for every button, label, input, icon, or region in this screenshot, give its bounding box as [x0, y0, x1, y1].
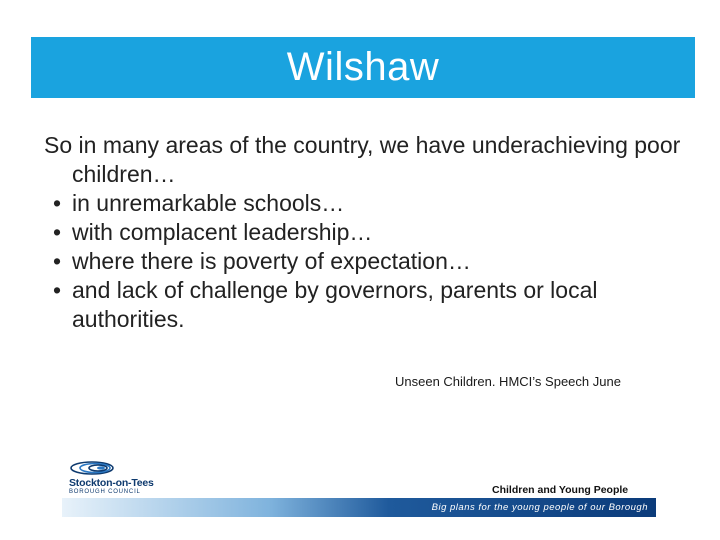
department-label: Children and Young People	[492, 484, 629, 496]
bullet-list	[44, 189, 684, 334]
bullet-item	[44, 276, 684, 334]
bullet-icon: •	[53, 219, 62, 245]
bullet-item	[44, 189, 684, 218]
logo-name: Stockton-on-Tees	[69, 477, 154, 489]
bullet-icon: •	[53, 190, 62, 216]
citation: Unseen Children. HMCI’s Speech June	[395, 374, 621, 389]
tagline-strip	[62, 498, 656, 517]
title-bar	[31, 37, 695, 98]
bullet-item	[44, 247, 684, 276]
slide-title: Wilshaw	[286, 45, 440, 89]
intro-text: So in many areas of the country, we have underachieving poor children…	[44, 132, 681, 187]
swoosh-logo-icon	[69, 460, 115, 476]
bullet-text: where there is poverty of expectation…	[72, 248, 471, 274]
slide-body	[44, 131, 684, 334]
bullet-text: in unremarkable schools…	[72, 190, 345, 216]
council-logo	[69, 460, 179, 496]
bullet-text: and lack of challenge by governors, parents or local authorities.	[72, 277, 598, 332]
logo-subtitle: BOROUGH COUNCIL	[69, 489, 141, 495]
tagline-text: Big plans for the young people of our Borough	[431, 502, 648, 513]
bullet-item	[44, 218, 684, 247]
bullet-icon: •	[53, 277, 62, 303]
bullet-text: with complacent leadership…	[72, 219, 373, 245]
bullet-icon: •	[53, 248, 62, 274]
